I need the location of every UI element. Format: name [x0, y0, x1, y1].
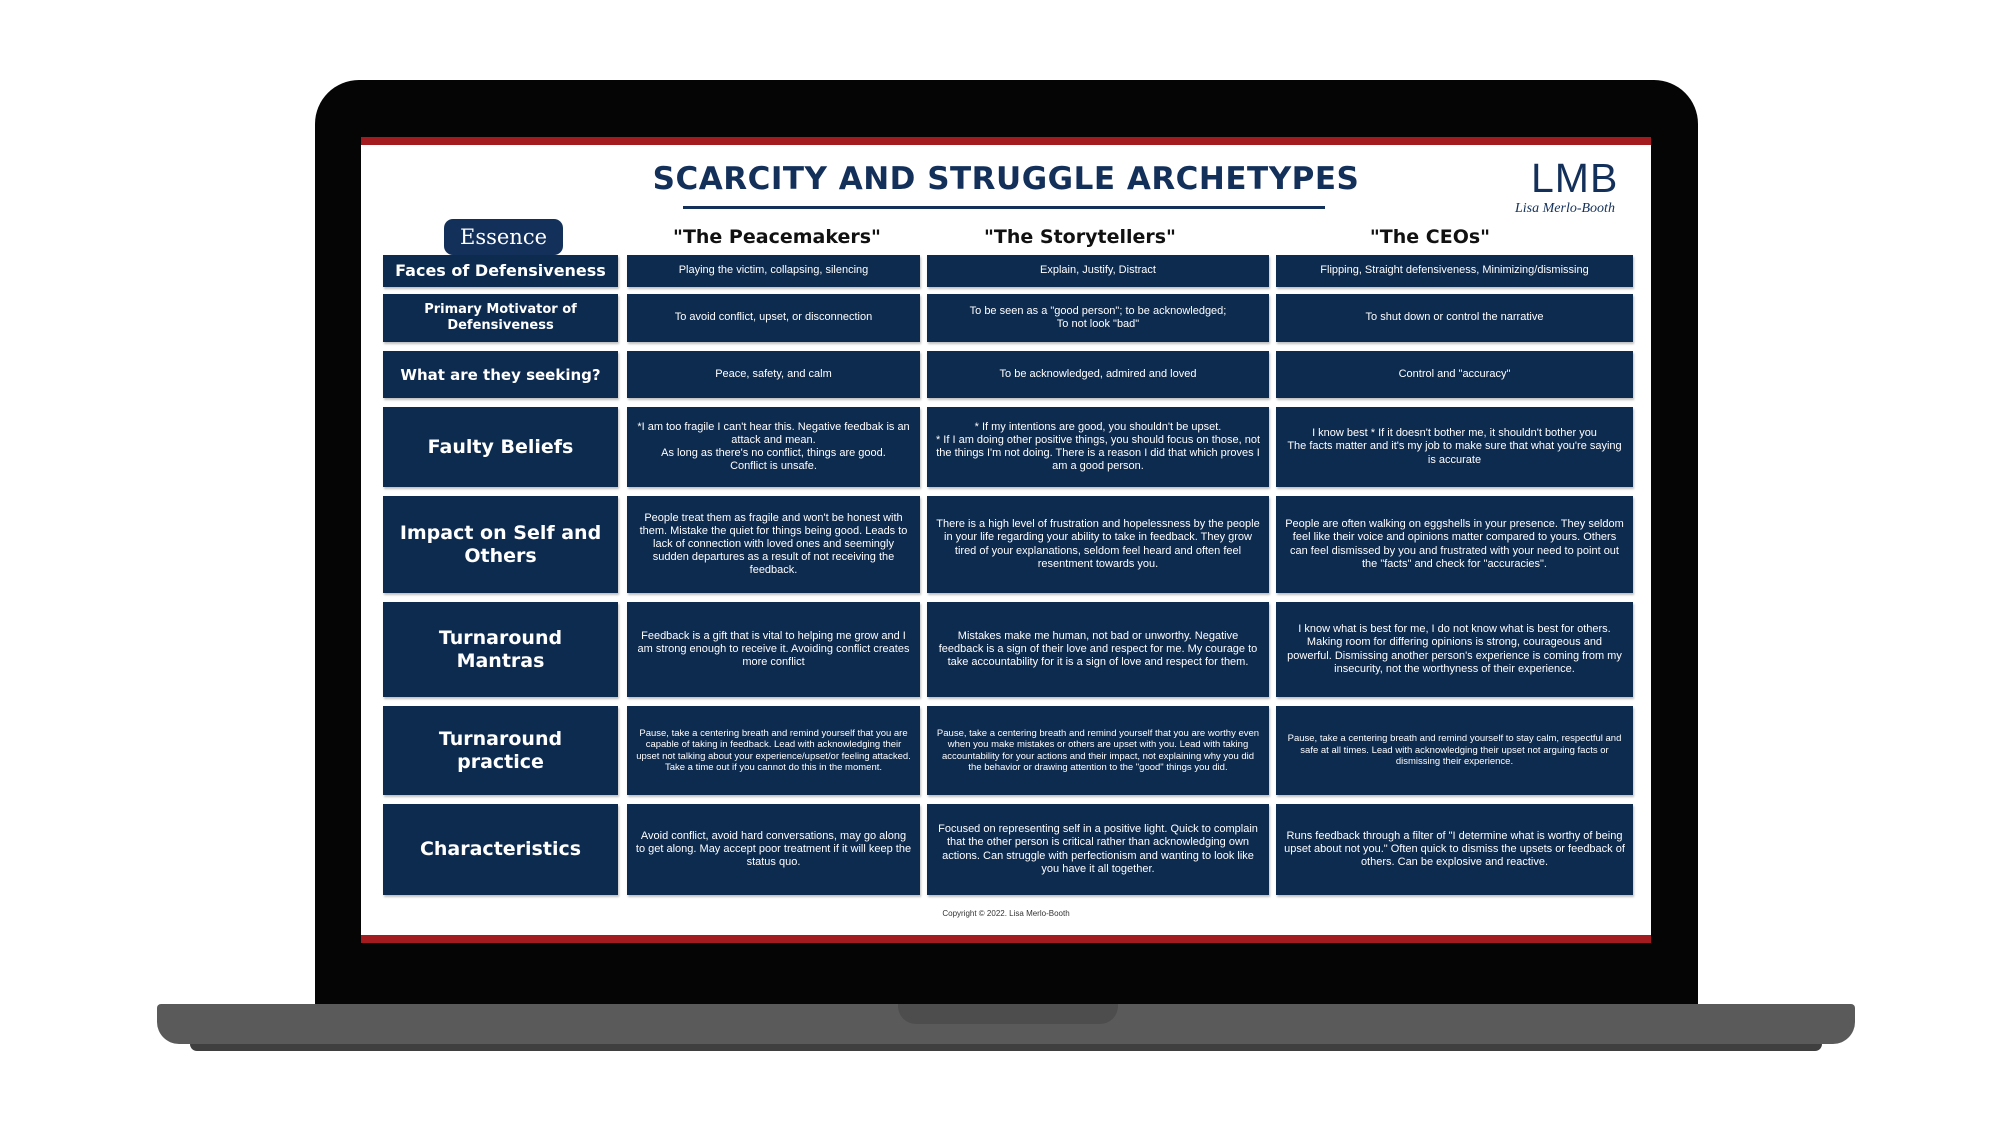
brand-logo: [1511, 155, 1646, 230]
table-cell: Feedback is a gift that is vital to helping me grow and I am strong enough to receive it. Avoiding conflict creates more conflict: [627, 602, 920, 697]
table-cell: Pause, take a centering breath and remind yourself that you are capable of taking in feedback. Lead with acknowledging their upset not talking about your experience/upset/or feeling attacked. Take a time out if you cannot do this in the moment.: [627, 706, 920, 795]
table-cell: Playing the victim, collapsing, silencing: [627, 255, 920, 287]
table-cell: Runs feedback through a filter of "I determine what is worthy of being upset about not you." Often quick to dismiss the upsets or feedback of others. Can be explosive and reactive.: [1276, 804, 1633, 895]
column-header-storytellers: "The Storytellers": [984, 226, 1176, 248]
table-cell: Focused on representing self in a positive light. Quick to complain that the other person is critical rather than acknowledging own actions. Can struggle with perfectionism and wanting to look like you have it all together.: [927, 804, 1269, 895]
table-cell: People treat them as fragile and won't be honest with them. Mistake the quiet for things being good. Leads to lack of connection with loved ones and seemingly sudden departures as a result of not receiving the feedback.: [627, 496, 920, 593]
row-label-faces-of-defensiveness: Faces of Defensiveness: [383, 255, 618, 287]
table-cell: Control and "accuracy": [1276, 351, 1633, 398]
laptop-screen: [361, 137, 1651, 943]
column-header-peacemakers: "The Peacemakers": [673, 226, 881, 248]
table-cell: * If my intentions are good, you shouldn't be upset. * If I am doing other positive things, you should focus on those, not the things I'm not doing. There is a reason I did that which proves I am a good person.: [927, 407, 1269, 487]
table-cell: Flipping, Straight defensiveness, Minimizing/dismissing: [1276, 255, 1633, 287]
laptop-foot: [190, 1044, 1822, 1051]
table-cell: Avoid conflict, avoid hard conversations, may go along to get along. May accept poor treatment if it will keep the status quo.: [627, 804, 920, 895]
logo-signature: Lisa Merlo-Booth: [1515, 201, 1615, 216]
row-label-turnaround-mantras: Turnaround Mantras: [383, 602, 618, 697]
table-cell: Pause, take a centering breath and remind yourself that you are worthy even when you make mistakes or others are upset with you. Lead with taking accountability for your actions and their impact, not explaining why you did the behavior or drawing attention to the "good" things you did.: [927, 706, 1269, 795]
table-cell: *I am too fragile I can't hear this. Negative feedbak is an attack and mean. As long as there's no conflict, things are good. Conflict is unsafe.: [627, 407, 920, 487]
table-cell: Peace, safety, and calm: [627, 351, 920, 398]
page-title: SCARCITY AND STRUGGLE ARCHETYPES: [652, 161, 1360, 197]
table-cell: To be acknowledged, admired and loved: [927, 351, 1269, 398]
table-cell: People are often walking on eggshells in your presence. They seldom feel like their voice and opinions matter compared to yours. Others can feel dismissed by you and frustrated with your need to point out the "facts" and check for "accuracies".: [1276, 496, 1633, 593]
table-cell: There is a high level of frustration and hopelessness by the people in your life regarding your ability to take in feedback. They grow tired of your explanations, seldom feel heard and often feel resentment towards you.: [927, 496, 1269, 593]
laptop-hinge-notch: [898, 1004, 1118, 1024]
row-label-turnaround-practice: Turnaround practice: [383, 706, 618, 795]
row-label-characteristics: Characteristics: [383, 804, 618, 895]
table-cell: To shut down or control the narrative: [1276, 294, 1633, 342]
row-label-faulty-beliefs: Faulty Beliefs: [383, 407, 618, 487]
row-label-impact: Impact on Self and Others: [383, 496, 618, 593]
table-cell: To be seen as a "good person"; to be acknowledged; To not look "bad": [927, 294, 1269, 342]
table-cell: To avoid conflict, upset, or disconnection: [627, 294, 920, 342]
copyright-notice: Copyright © 2022. Lisa Merlo-Booth: [942, 909, 1070, 918]
title-underline: [683, 206, 1325, 209]
table-cell: Explain, Justify, Distract: [927, 255, 1269, 287]
table-cell: I know best * If it doesn't bother me, it shouldn't bother you The facts matter and it's my job to make sure that what you're saying is accurate: [1276, 407, 1633, 487]
logo-mark: LMB: [1531, 155, 1619, 201]
row-label-primary-motivator: Primary Motivator of Defensiveness: [383, 294, 618, 342]
table-cell: I know what is best for me, I do not know what is best for others. Making room for differing opinions is strong, courageous and powerful. Dismissing another person's experience is coming from my insecurity, not the worthyness of their experience.: [1276, 602, 1633, 697]
table-cell: Pause, take a centering breath and remind yourself to stay calm, respectful and safe at all times. Lead with acknowledging their upset not arguing facts or dismissing their experience.: [1276, 706, 1633, 795]
row-label-what-are-they-seeking: What are they seeking?: [383, 351, 618, 398]
column-header-ceos: "The CEOs": [1369, 226, 1491, 248]
table-cell: Mistakes make me human, not bad or unworthy. Negative feedback is a sign of their love and respect for me. My courage to take accountability for it is a sign of love and respect for them.: [927, 602, 1269, 697]
essence-badge: Essence: [444, 219, 563, 255]
